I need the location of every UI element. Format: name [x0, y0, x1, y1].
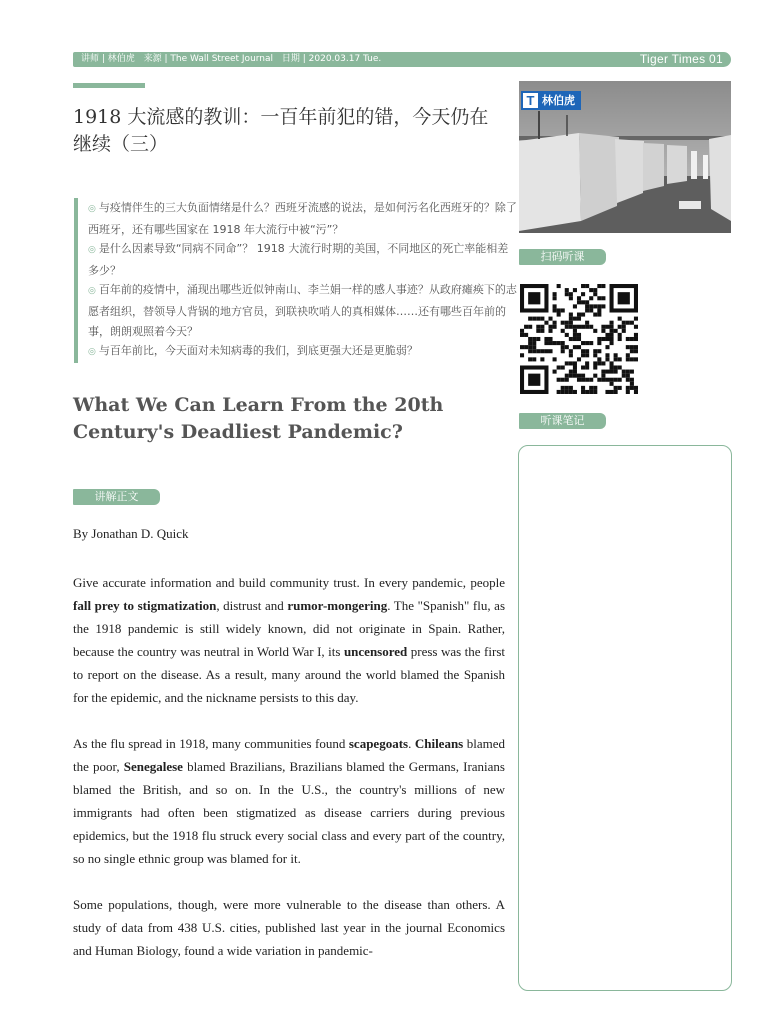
english-title: What We Can Learn From the 20th Century's Deadliest Pandemic? — [73, 394, 444, 443]
historical-photo — [519, 81, 731, 233]
notes-box[interactable] — [518, 445, 732, 991]
paragraph-text: blamed the poor, — [73, 736, 506, 774]
header-bar — [73, 52, 731, 67]
header-meta — [81, 53, 387, 66]
section-tag-main-text: 讲解正文 — [73, 489, 160, 505]
issue-label: Tiger Times 01 — [639, 52, 723, 66]
key-phrase: rumor-mongering — [287, 598, 388, 613]
article-paragraph — [73, 893, 505, 962]
key-phrase: fall prey to stigmatization — [73, 598, 217, 613]
paragraph-text: blamed Brazilians, Brazilians blamed the Germans, Iranians blamed the British, and so on. In the U.S., the country's millions of new immigrants had often been stigmatized as disease carriers during previous epidemics, but the 1918 flu struck every social class and every part of the country, so no single ethnic group was blamed for it. — [73, 759, 505, 866]
section-tag-scan: 扫码听课 — [519, 249, 606, 265]
source-info: 来源 | The Wall Street Journal — [143, 54, 274, 64]
lecturer-info: 讲师 | 林伯虎 — [81, 54, 135, 64]
paragraph-text: , distrust and — [216, 598, 288, 613]
badge-name: 林伯虎 — [542, 94, 575, 107]
bullet-icon: ◎ — [88, 286, 96, 297]
lecturer-badge — [521, 91, 581, 110]
bullet-icon: ◎ — [88, 204, 96, 214]
question-item: ◎ 与百年前比，今天面对未知病毒的我们，到底更强大还是更脆弱？ — [88, 344, 418, 358]
question-item: ◎ 与疫情伴生的三大负面情绪是什么？西班牙流感的说法，是如何污名化西班牙的？除了西班牙，还有哪些国家在 1918 年大流行中被“污”？ — [88, 201, 517, 236]
paragraph-text: Give accurate information and build community trust. In every pandemic, people — [73, 575, 505, 590]
key-phrase: scapegoats — [348, 736, 409, 751]
byline: By Jonathan D. Quick — [73, 526, 189, 541]
key-phrase: Senegalese — [123, 759, 183, 774]
question-item: ◎ 百年前的疫情中，涌现出哪些近似钟南山、李兰娟一样的感人事迹？从政府瘫痪下的志愿者组织，替领导人背锅的地方官员，到联袂吹哨人的真相媒体……还有哪些百年前的事，朗朗观照着今天？ — [88, 283, 517, 338]
paragraph-text: As the flu spread in 1918, many communities found — [73, 736, 349, 751]
article-body — [73, 571, 505, 985]
paragraph-text: . The "Spanish" flu, as the 1918 pandemic is still widely known, did not originate in Spain. Rather, because the country was neutral in World War I, its — [73, 598, 505, 659]
bullet-icon: ◎ — [88, 347, 96, 358]
title-accent-line — [73, 83, 145, 88]
key-phrase: uncensored — [343, 644, 408, 659]
paragraph-text: press was the first to report on the disease. As a result, many around the world blamed the Spanish for the epidemic, and the nickname persists to this day. — [73, 644, 505, 705]
paragraph-text: Some populations, though, were more vulnerable to the disease than others. A study of data from 438 U.S. cities, published last year in the journal Economics and Human Biology, found a wide variation in pandemic- — [73, 897, 505, 958]
date-info: 日期 | 2020.03.17 Tue. — [281, 54, 382, 64]
guide-questions — [74, 198, 518, 363]
article-paragraph — [73, 732, 505, 870]
qr-code-icon[interactable] — [520, 284, 638, 394]
logo-icon: T — [523, 93, 538, 108]
question-item: ◎ 是什么因素导致“同病不同命”？ 1918 大流行时期的美国，不同地区的死亡率能相差多少？ — [88, 242, 509, 277]
paragraph-text: . — [408, 736, 415, 751]
key-phrase: Chileans — [414, 736, 464, 751]
article-paragraph — [73, 571, 505, 709]
section-tag-notes: 听课笔记 — [519, 413, 606, 429]
chinese-title: 1918 大流感的教训：一百年前犯的错，今天仍在继续（三） — [73, 106, 489, 155]
bullet-icon: ◎ — [88, 245, 96, 256]
